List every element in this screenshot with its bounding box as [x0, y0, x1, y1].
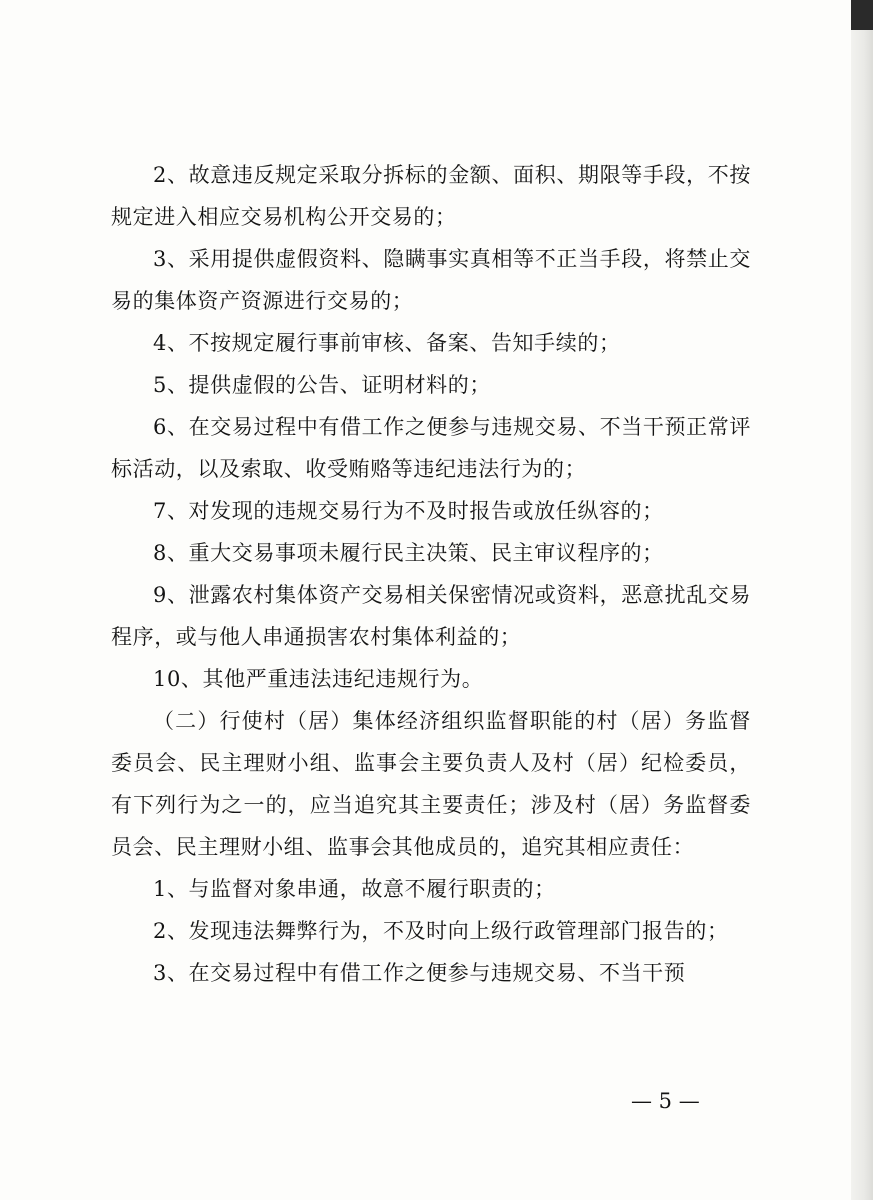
paragraph-subitem-3: 3、在交易过程中有借工作之便参与违规交易、不当干预 — [153, 961, 686, 985]
paragraph-item-8: 8、重大交易事项未履行民主决策、民主审议程序的； — [153, 541, 664, 565]
paragraph-item-10: 10、其他严重违法违纪违规行为。 — [153, 667, 484, 691]
paragraph-item-4: 4、不按规定履行事前审核、备案、告知手续的； — [153, 331, 621, 355]
paragraph-item-6: 6、在交易过程中有借工作之便参与违规交易、不当干预正常评标活动，以及索取、收受贿赂等违纪违法行为的； — [111, 415, 751, 481]
paragraph-item-5: 5、提供虚假的公告、证明材料的； — [153, 373, 491, 397]
paragraph-item-3: 3、采用提供虚假资料、隐瞒事实真相等不正当手段，将禁止交易的集体资产资源进行交易的； — [111, 247, 751, 313]
section-heading-2: （二）行使村（居）集体经济组织监督职能的村（居）务监督委员会、民主理财小组、监事会主要负责人及村（居）纪检委员，有下列行为之一的，应当追究其主要责任；涉及村（居）务监督委员会、民主理财小组、监事会其他成员的，追究其相应责任： — [111, 709, 751, 859]
scan-edge-top — [851, 0, 873, 30]
paragraph-subitem-1: 1、与监督对象串通，故意不履行职责的； — [153, 877, 556, 901]
paragraph-subitem-2: 2、发现违法舞弊行为，不及时向上级行政管理部门报告的； — [153, 919, 729, 943]
page-number: — 5 — — [631, 1089, 700, 1113]
paragraph-item-7: 7、对发现的违规交易行为不及时报告或放任纵容的； — [153, 499, 664, 523]
document-body — [111, 154, 751, 994]
scan-edge — [851, 0, 873, 1200]
paragraph-item-9: 9、泄露农村集体资产交易相关保密情况或资料，恶意扰乱交易程序，或与他人串通损害农村集体利益的； — [111, 583, 751, 649]
paragraph-item-2: 2、故意违反规定采取分拆标的金额、面积、期限等手段，不按规定进入相应交易机构公开交易的； — [111, 163, 751, 229]
